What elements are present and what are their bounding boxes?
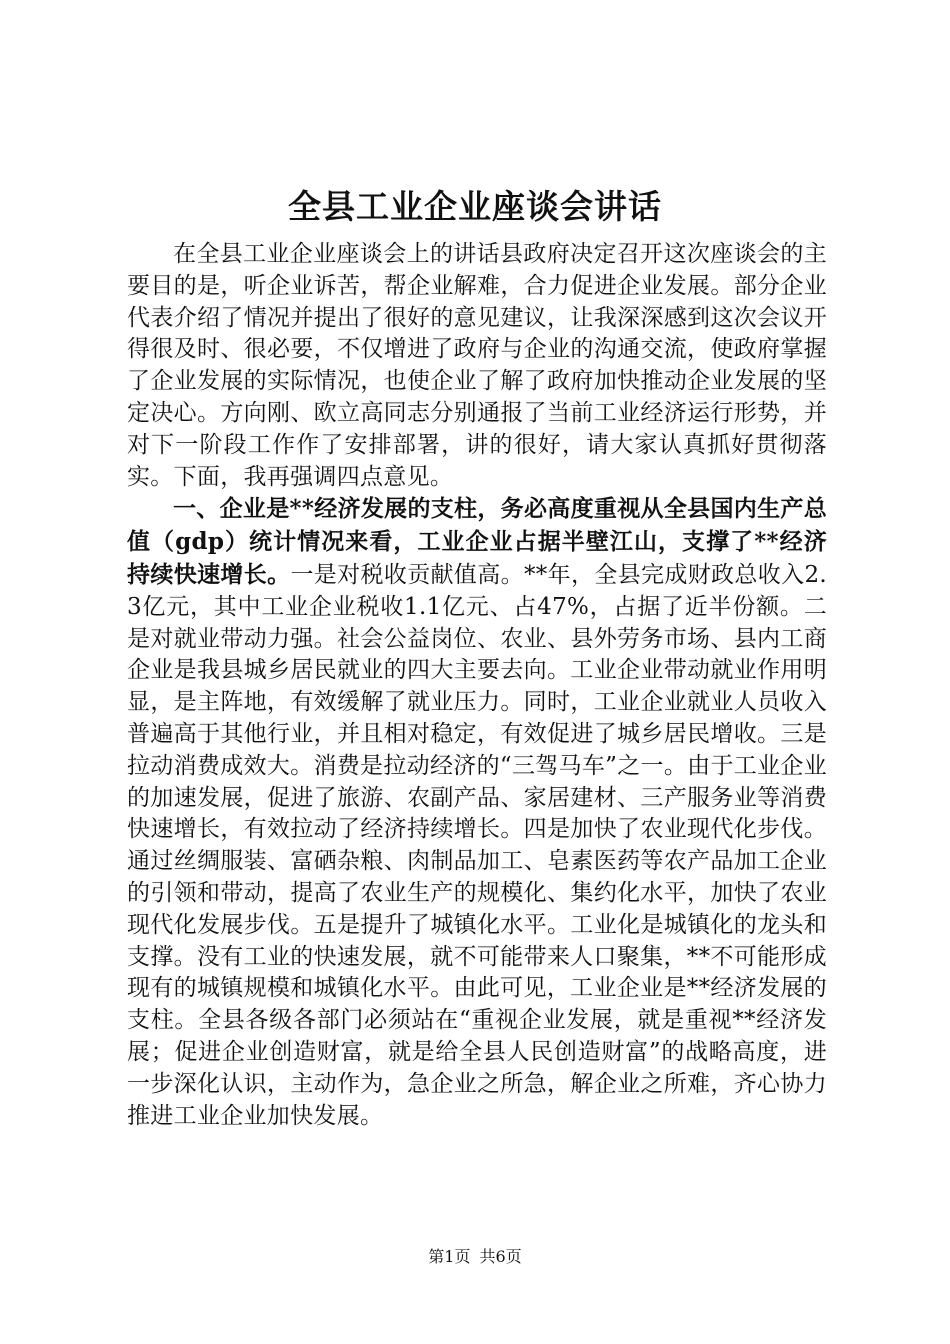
- document-body: [127, 238, 827, 1132]
- section-heading: 一、企业是**经济发展的支柱，务必高度重视从全县国内生产总值（gdp）统计情况来看，工业企业占据半壁江山，支撑了**经济持续快速增长。: [127, 495, 827, 588]
- paragraph-intro: [127, 238, 827, 493]
- paragraph-text: 在全县工业企业座谈会上的讲话县政府决定召开这次座谈会的主要目的是，听企业诉苦，帮企业解难，合力促进企业发展。部分企业代表介绍了情况并提出了很好的意见建议，让我深深感到这次会议开得很及时、很必要，不仅增进了政府与企业的沟通交流，使政府掌握了企业发展的实际情况，也使企业了解了政府加快推动企业发展的坚定决心。方向刚、欧立高同志分别通报了当前工业经济运行形势，并对下一阶段工作作了安排部署，讲的很好，请大家认真抓好贯彻落实。下面，我再强调四点意见。: [127, 241, 827, 490]
- document-title: 全县工业企业座谈会讲话: [288, 187, 662, 226]
- page-number: 第1页: [428, 1247, 471, 1266]
- page-total: 共6页: [479, 1247, 522, 1266]
- paragraph-section-one: [127, 493, 827, 1132]
- paragraph-text: 一是对税收贡献值高。**年，全县完成财政总收入2.3亿元，其中工业企业税收1.1亿元、占47%，占据了近半份额。二是对就业带动力强。社会公益岗位、农业、县外劳务市场、县内工商企业是我县城乡居民就业的四大主要去向。工业企业带动就业作用明显，是主阵地，有效缓解了就业压力。同时，工业企业就业人员收入普遍高于其他行业，并且相对稳定，有效促进了城乡居民增收。三是拉动消费成效大。消费是拉动经济的“三驾马车”之一。由于工业企业的加速发展，促进了旅游、农副产品、家居建材、三产服务业等消费快速增长，有效拉动了经济持续增长。四是加快了农业现代化步伐。通过丝绸服装、富硒杂粮、肉制品加工、皂素医药等农产品加工企业的引领和带动，提高了农业生产的规模化、集约化水平，加快了农业现代化发展步伐。五是提升了城镇化水平。工业化是城镇化的龙头和支撑。没有工业的快速发展，就不可能带来人口聚集，**不可能形成现有的城镇规模和城镇化水平。由此可见，工业企业是**经济发展的支柱。全县各级各部门必须站在“重视企业发展，就是重视**经济发展；促进企业创造财富，就是给全县人民创造财富”的战略高度，进一步深化认识，主动作为，急企业之所急，解企业之所难，齐心协力推进工业企业加快发展。: [127, 561, 827, 1129]
- page-footer: [0, 1246, 950, 1268]
